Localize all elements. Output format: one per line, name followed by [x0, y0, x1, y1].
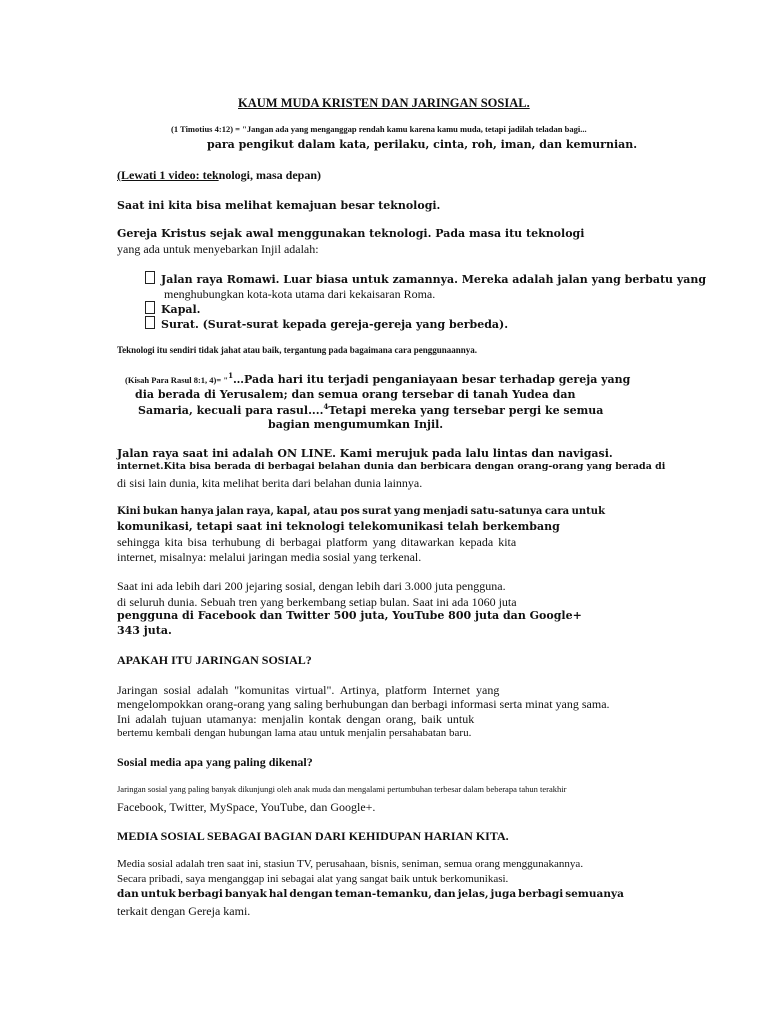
list-item-label: Kapal. [161, 303, 201, 316]
paragraph-popular-networks-line2: Facebook, Twitter, MySpace, YouTube, dan Google+. [117, 800, 376, 814]
list-item-letters [145, 316, 508, 331]
list-item-label: Jalan raya Romawi. Luar biasa untuk zamannya. Mereka adalah jalan yang berbatu yang [161, 273, 707, 286]
word: banyak [224, 888, 267, 900]
paragraph-daily-use-line2: Secara pribadi, saya menganggap ini sebagai alat yang sangat baik untuk berkomunikasi. [117, 873, 509, 885]
word: Kini [117, 506, 141, 517]
word: dan [433, 888, 456, 900]
heading-what-is-social-network: APAKAH ITU JARINGAN SOSIAL? [117, 653, 312, 667]
word: yang [393, 506, 421, 517]
list-item-label: Surat. (Surat-surat kepada gereja-gereja yang berbeda). [161, 318, 509, 331]
word: hal [268, 888, 288, 900]
paragraph-statistics-line4: 343 juta. [117, 624, 172, 637]
checkbox-bullet-icon [145, 316, 155, 329]
video-note-underlined: (Lewati 1 video: tek [117, 168, 219, 182]
paragraph-communication-line2: komunikasi, tetapi saat ini teknologi telekomunikasi telah berkembang [117, 520, 560, 533]
word: satu-satunya [470, 506, 543, 517]
word: menjadi [423, 506, 469, 517]
word: untuk [140, 888, 176, 900]
list-item-roman-roads-cont: menghubungkan kota-kota utama dari kekaisaran Roma. [164, 287, 436, 301]
word: cara [544, 506, 570, 517]
acts-text: Tetapi mereka yang tersebar pergi ke semua [328, 404, 604, 417]
acts-quote-line2: dia berada di Yerusalem; dan semua orang tersebar di tanah Yudea dan [135, 388, 576, 401]
word: dan [117, 888, 139, 900]
paragraph-daily-use-line3 [117, 888, 624, 901]
word: untuk [571, 506, 605, 517]
paragraph-definition-line2: mengelompokkan orang-orang yang saling berhubungan dan berbagi informasi serta minat yang sama. [117, 697, 610, 711]
paragraph-church-technology-line2: yang ada untuk menyebarkan Injil adalah: [117, 242, 319, 256]
paragraph-online-line2: internet.Kita bisa berada di berbagai belahan dunia dan berbicara dengan orang-orang yang berada di [117, 461, 666, 472]
paragraph-online-line3: di sisi lain dunia, kita melihat berita dari belahan dunia lainnya. [117, 476, 423, 490]
list-item-ships [145, 301, 201, 316]
paragraph-daily-use-line4: terkait dengan Gereja kami. [117, 904, 251, 918]
word: hanya [180, 506, 214, 517]
paragraph-statistics-line3: pengguna di Facebook dan Twitter 500 juta, YouTube 800 juta dan Google+ [117, 609, 582, 622]
word: surat [362, 506, 392, 517]
word: jalan [216, 506, 244, 517]
video-note-rest: nologi, masa depan) [218, 168, 322, 182]
word: semuanya [565, 888, 624, 900]
word: juga [490, 888, 517, 900]
checkbox-bullet-icon [145, 301, 155, 314]
paragraph-daily-use-line1: Media sosial adalah tren saat ini, stasiun TV, perusahaan, bisnis, seniman, semua orang menggunakannya. [117, 858, 584, 870]
word: berbagi [177, 888, 223, 900]
verse-number: 1 [228, 371, 234, 380]
word: dengan [289, 888, 333, 900]
word: jelas, [457, 888, 489, 900]
acts-text: Samaria, kecuali para rasul.... [138, 404, 324, 417]
acts-quote-line3 [138, 403, 603, 417]
word: teman-temanku, [334, 888, 432, 900]
verse-reference: (1 Timotius 4:12) = "Jangan ada yang menganggap rendah kamu karena kamu muda, tetapi jadilah teladan bagi... [171, 124, 587, 134]
paragraph-statistics-line1: Saat ini ada lebih dari 200 jejaring sosial, dengan lebih dari 3.000 juta pengguna. [117, 579, 506, 593]
paragraph-definition-line4: bertemu kembali dengan hubungan lama atau untuk menjalin persahabatan baru. [117, 727, 472, 739]
paragraph-definition-line1: Jaringan sosial adalah "komunitas virtual". Artinya, platform Internet yang [117, 683, 500, 697]
heading-social-media-daily-life: MEDIA SOSIAL SEBAGAI BAGIAN DARI KEHIDUPAN HARIAN KITA. [117, 829, 509, 843]
paragraph-church-technology-line1: Gereja Kristus sejak awal menggunakan teknologi. Pada masa itu teknologi [117, 227, 585, 240]
acts-text: …Pada hari itu terjadi penganiayaan besar terhadap gereja yang [233, 373, 631, 386]
word: kapal, [276, 506, 311, 517]
word: bukan [143, 506, 178, 517]
paragraph-communication-line4: internet, misalnya: melalui jaringan media sosial yang terkenal. [117, 550, 422, 564]
word: raya, [246, 506, 274, 517]
word: atau [313, 506, 338, 517]
paragraph-popular-networks-line1: Jaringan sosial yang paling banyak dikunjungi oleh anak muda dan mengalami pertumbuhan terbesar dalam beberapa tahun terakhir [117, 784, 567, 794]
page-title: KAUM MUDA KRISTEN DAN JARINGAN SOSIAL. [238, 96, 530, 110]
paragraph-technology-neutral: Teknologi itu sendiri tidak jahat atau baik, tergantung pada bagaimana cara penggunaannya. [117, 345, 477, 355]
paragraph-statistics-line2: di seluruh dunia. Sebuah tren yang berkembang setiap bulan. Saat ini ada 1060 juta [117, 595, 517, 609]
heading-most-known-social-media: Sosial media apa yang paling dikenal? [117, 755, 313, 769]
video-note [117, 168, 321, 182]
paragraph-definition-line3: Ini adalah tujuan utamanya: menjalin kontak dengan orang, baik untuk [117, 712, 475, 726]
list-item-roman-roads [145, 271, 706, 286]
word: pos [340, 506, 360, 517]
checkbox-bullet-icon [145, 271, 155, 284]
word: berbagi [518, 888, 564, 900]
acts-quote-line1 [125, 372, 630, 386]
acts-reference: (Kisah Para Rasul 8:1, 4)= " [125, 375, 229, 385]
acts-quote-line4: bagian mengumumkan Injil. [268, 418, 444, 431]
paragraph-online-line1: Jalan raya saat ini adalah ON LINE. Kami merujuk pada lalu lintas dan navigasi. [117, 447, 613, 460]
verse-continuation: para pengikut dalam kata, perilaku, cinta, roh, iman, dan kemurnian. [207, 138, 638, 151]
verse-number: 4 [323, 402, 329, 411]
paragraph-technology-progress: Saat ini kita bisa melihat kemajuan besar teknologi. [117, 199, 441, 212]
paragraph-communication-line3: sehingga kita bisa terhubung di berbagai platform yang ditawarkan kepada kita [117, 535, 517, 549]
paragraph-communication-line1 [117, 506, 605, 518]
